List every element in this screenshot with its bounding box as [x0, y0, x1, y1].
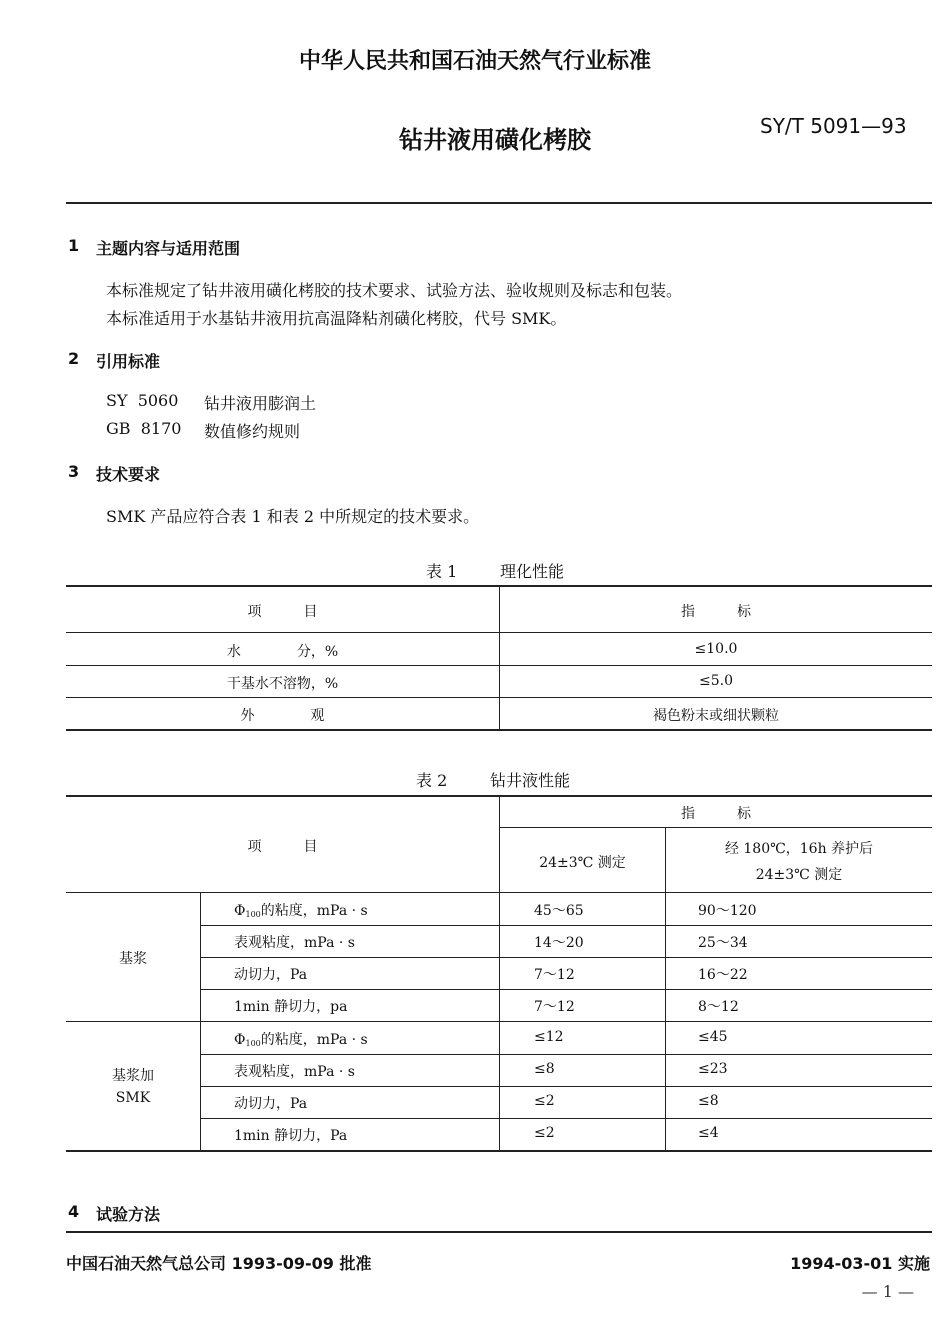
table2-group-1-row-2-item: 表观粘度，mPa · s: [234, 935, 355, 951]
table2-group-2-row-1-v1: ≤12: [534, 1029, 564, 1045]
table2-group-1-row-4-item: 1min 静切力，pa: [234, 999, 348, 1015]
table2-group-1-row-1-item: $\Phi_{100}$的粘度，mPa · s: [234, 903, 368, 919]
section1-paragraph-2: 本标准适用于水基钻井液用抗高温降粘剂磺化栲胶，代号 SMK。: [106, 309, 567, 328]
table2-header-col2-line1: 经 180℃，16h 养护后: [724, 841, 874, 857]
section3-paragraph: SMK 产品应符合表 1 和表 2 中所规定的技术要求。: [106, 507, 480, 526]
footer-rule: [66, 1231, 932, 1233]
table2-group-1-row-4-v1: 7～12: [534, 999, 575, 1015]
table2-caption: 钻井液性能: [490, 771, 571, 790]
section1-paragraph-1: 本标准规定了钻井液用磺化栲胶的技术要求、试验方法、验收规则及标志和包装。: [106, 281, 683, 300]
section1-number: 1: [68, 236, 80, 255]
table2-group-2-row-1-item: $\Phi_{100}$的粘度，mPa · s: [234, 1032, 368, 1048]
section2-title: 引用标准: [96, 352, 161, 371]
table1-caption-number: 表 1: [426, 562, 458, 581]
page-number: — 1 —: [861, 1282, 914, 1301]
reference-code-2: GB 8170: [106, 419, 182, 438]
table2-header-col1: 24±3℃ 测定: [539, 855, 626, 871]
table2-group-2-row-2-v2: ≤23: [698, 1061, 728, 1077]
table1-row-1-item: 水 分，%: [226, 644, 339, 660]
section3-title: 技术要求: [96, 465, 161, 484]
table2-header-item: 项 目: [247, 839, 318, 855]
table1-row-2-item: 干基水不溶物，%: [226, 676, 339, 692]
doc-code: SY/T 5091—93: [760, 114, 907, 138]
table2-group-1-row-3-v1: 7～12: [534, 967, 575, 983]
section4-number: 4: [68, 1202, 80, 1221]
section4-title: 试验方法: [96, 1205, 161, 1224]
table1-row-3-value: 褐色粉末或细状颗粒: [653, 708, 779, 724]
table1-row-1-value: ≤10.0: [694, 641, 738, 657]
table2-group-2-row-4-v1: ≤2: [534, 1125, 555, 1141]
effective-date: 1994-03-01 实施: [790, 1254, 930, 1273]
table2-group-1-row-3-v2: 16～22: [698, 967, 748, 983]
section3-number: 3: [68, 462, 80, 481]
table2-group-2-name-line1: 基浆加: [112, 1068, 154, 1084]
table1-header-item: 项 目: [247, 604, 318, 620]
table2-group-1-row-1-v2: 90～120: [698, 903, 757, 919]
table2-group-1-row-2-v2: 25～34: [698, 935, 748, 951]
org-title: 中华人民共和国石油天然气行业标准: [298, 49, 651, 74]
table2-group-2-row-1-v2: ≤45: [698, 1029, 728, 1045]
table2-header-col2-line2: 24±3℃ 测定: [755, 867, 843, 883]
table1-row-3-item: 外 观: [240, 708, 325, 724]
table2-group-2-row-2-item: 表观粘度，mPa · s: [234, 1064, 355, 1080]
table2-group-2-row-4-v2: ≤4: [698, 1125, 719, 1141]
table2-group-1-row-4-v2: 8～12: [698, 999, 739, 1015]
table2-header-value: 指 标: [681, 806, 751, 822]
table2-group-1-row-2-v1: 14～20: [534, 935, 584, 951]
reference-name-1: 钻井液用膨润土: [204, 394, 317, 413]
table1-row-2-value: ≤5.0: [699, 673, 733, 689]
doc-title: 钻井液用磺化栲胶: [399, 126, 591, 154]
table2-group-2-row-3-item: 动切力，Pa: [234, 1096, 308, 1112]
table2-group-1-row-3-item: 动切力，Pa: [234, 967, 308, 983]
table2-caption-number: 表 2: [416, 771, 448, 790]
reference-name-2: 数值修约规则: [204, 422, 301, 441]
table2-group-2-row-4-item: 1min 静切力，Pa: [234, 1128, 348, 1144]
section1-title: 主题内容与适用范围: [96, 239, 241, 258]
header-rule: [66, 202, 932, 204]
table2-group-1-name: 基浆: [119, 951, 147, 967]
table2-group-2-row-2-v1: ≤8: [534, 1061, 555, 1077]
table2-group-2-name-line2: SMK: [115, 1090, 151, 1106]
table2-group-2-row-3-v2: ≤8: [698, 1093, 719, 1109]
table2-group-2-row-3-v1: ≤2: [534, 1093, 555, 1109]
table1-caption: 理化性能: [500, 562, 565, 581]
section2-number: 2: [68, 349, 80, 368]
table2-group-1-row-1-v1: 45～65: [534, 903, 584, 919]
table1-header-value: 指 标: [681, 604, 751, 620]
reference-code-1: SY 5060: [106, 391, 179, 410]
approval-line: 中国石油天然气总公司 1993-09-09 批准: [66, 1254, 372, 1273]
